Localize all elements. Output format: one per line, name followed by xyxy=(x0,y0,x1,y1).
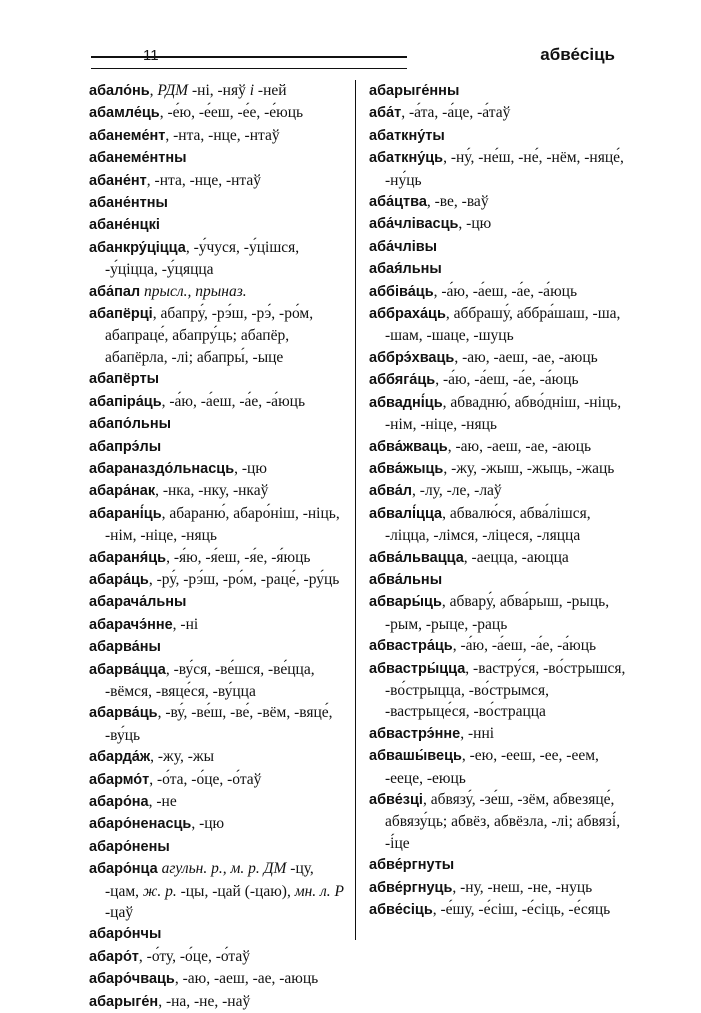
headword: абапёрты xyxy=(89,371,160,388)
dictionary-entry xyxy=(369,281,631,303)
dictionary-entry xyxy=(89,147,351,169)
headword: абаро́нены xyxy=(89,838,170,855)
inflections: , -нка, -нку, -нкаў xyxy=(155,482,269,500)
headword: абвалі́цца xyxy=(369,505,443,522)
headword: абало́нь xyxy=(89,83,150,99)
inflections: , -ею, -ееш, -ее, -еем, -ееце, -еюць xyxy=(385,747,599,787)
inflections: , -лу, -ле, -лаў xyxy=(412,482,502,500)
inflections: , -аю, -аеш, -ае, -аюць xyxy=(454,348,598,366)
dictionary-entry xyxy=(89,413,351,435)
inflections: , -аю, -аеш, -ае, -аюць xyxy=(174,970,319,988)
header-rule-thin xyxy=(91,68,407,69)
inflections: , -е́шу, -е́сіш, -е́сіць, -е́сяць xyxy=(432,901,611,919)
headword: абарыге́н xyxy=(89,993,159,1010)
headword: абанеме́нт xyxy=(89,127,166,144)
dictionary-entry xyxy=(89,923,351,945)
headword: абая́льны xyxy=(369,261,442,278)
dictionary-entry xyxy=(89,791,351,813)
dictionary-entry xyxy=(369,147,631,191)
headword: абаткну́ць xyxy=(369,150,444,167)
dictionary-entry xyxy=(89,991,351,1013)
inflections: , -у́чуся, -у́цішся, -у́ціцца, -у́цяцца xyxy=(105,238,300,279)
dictionary-entry xyxy=(369,877,631,899)
inflections: , -а́ю, -а́еш, -а́е, -а́юць xyxy=(433,282,578,300)
dictionary-entry xyxy=(89,659,351,703)
headword: абапрэ́лы xyxy=(89,438,162,455)
inflections: , -а́ю, -а́еш, -а́е, -а́юць xyxy=(161,392,306,410)
headword: абвадні́ць xyxy=(369,394,443,411)
headword: абаро́на xyxy=(89,794,149,810)
inflections: , -аецца, -аюцца xyxy=(463,548,569,566)
headword: абарда́ж xyxy=(89,749,151,766)
inflections: , -е́ю, -е́еш, -е́е, -е́юць xyxy=(159,104,304,122)
headword: аббіва́ць xyxy=(369,283,434,300)
dictionary-entry xyxy=(89,170,351,192)
dictionary-entry xyxy=(89,636,351,658)
headword: абве́ргнуты xyxy=(369,857,455,874)
dictionary-entry xyxy=(369,591,631,635)
dictionary-entry xyxy=(89,303,351,368)
dictionary-entry xyxy=(89,125,351,147)
headword: абвастра́ць xyxy=(369,638,453,655)
grammar-note: мн. л. Р xyxy=(294,882,345,900)
dictionary-entry xyxy=(369,303,631,347)
headword: абарва́цца xyxy=(89,661,166,678)
headword: абарва́ны xyxy=(89,639,161,656)
headword: абва́льны xyxy=(369,571,443,588)
dictionary-entry xyxy=(89,746,351,768)
headword: абамле́ць xyxy=(89,105,160,122)
dictionary-entry xyxy=(89,591,351,613)
headword: абапіра́ць xyxy=(89,393,162,410)
dictionary-entry xyxy=(369,569,631,591)
dictionary-entry xyxy=(89,436,351,458)
grammar-note: агульн. р., м. р. ДМ xyxy=(157,860,287,878)
column-divider xyxy=(355,80,356,940)
headword: абве́зці xyxy=(369,792,423,808)
inflections: , -о́та, -о́це, -о́таў xyxy=(149,770,262,788)
inflections: , абапру́, -рэ́ш, -рэ́, -ро́м, абапраце́, абапру́ць; абапёр, абапёрла, -лі; абапры́, -ыце xyxy=(105,305,314,366)
dictionary-entry xyxy=(369,658,631,723)
headword: абапо́льны xyxy=(89,416,171,433)
dictionary-entry xyxy=(369,347,631,369)
inflections: , -цю xyxy=(458,215,492,233)
headword: абарачэ́нне xyxy=(89,616,173,633)
dictionary-entry xyxy=(369,547,631,569)
inflections: , -ру́, -рэ́ш, -ро́м, -раце́, -ру́ць xyxy=(148,570,340,588)
dictionary-entry xyxy=(89,237,351,281)
dictionary-entry xyxy=(89,214,351,236)
inflections: , абвару́, абва́рыш, -рыць, -рым, -рыце, -раць xyxy=(385,593,610,633)
inflections: -цу, -цам, xyxy=(105,860,314,900)
inflections: , -вастру́ся, -во́стрышся, -во́стрыцца, -во́стрымся, -вастрыце́ся, -во́страцца xyxy=(385,659,626,721)
dictionary-entry xyxy=(89,281,351,303)
inflections: , -а́ю, -а́еш, -а́е, -а́юць xyxy=(435,371,579,389)
headword: аббраха́ць xyxy=(369,306,446,323)
inflections: , -ні xyxy=(172,615,199,633)
headword: аба́цтва xyxy=(369,194,427,211)
dictionary-entry xyxy=(89,813,351,835)
headword: абва́жваць xyxy=(369,438,448,455)
dictionary-entry xyxy=(369,854,631,876)
grammar-note: прысл., прыназ. xyxy=(140,282,247,300)
headword: аббрэ́хваць xyxy=(369,349,455,366)
inflections: -цаў xyxy=(105,904,134,922)
right-column xyxy=(369,80,631,921)
headword: абане́нцкі xyxy=(89,217,160,234)
inflections: , -на, -не, -наў xyxy=(158,992,251,1010)
headword: абва́львацца xyxy=(369,549,464,566)
dictionary-entry xyxy=(369,789,631,854)
dictionary-entry xyxy=(89,569,351,591)
inflections: , -ву́, -ве́ш, -ве́, -вём, -вяце́, -ву́ць xyxy=(105,704,333,744)
dictionary-entry xyxy=(369,258,631,280)
headword: абапёрці xyxy=(89,306,153,323)
headword: абаткну́ты xyxy=(369,127,445,144)
dictionary-entry xyxy=(369,723,631,745)
headword: абанкру́ціцца xyxy=(89,239,186,256)
headword: абаро́нца xyxy=(89,861,158,878)
dictionary-entry xyxy=(369,480,631,502)
dictionary-entry xyxy=(369,102,631,124)
dictionary-entry xyxy=(89,102,351,124)
headword: абармо́т xyxy=(89,771,150,788)
headword: абаро́т xyxy=(89,948,139,965)
inflections: , -а́та, -а́це, -а́таў xyxy=(401,104,511,122)
inflections: , -ве, -ваў xyxy=(426,193,489,211)
inflections: , -нта, -нце, -нтаў xyxy=(165,126,280,144)
inflections: , -не xyxy=(148,793,177,810)
dictionary-entry xyxy=(89,614,351,636)
headword: абарыге́нны xyxy=(369,83,460,99)
headword: абвары́ць xyxy=(369,594,442,611)
headword: абаро́нчы xyxy=(89,926,162,943)
dictionary-entry xyxy=(89,192,351,214)
inflections: , -ну́, -не́ш, -не́, -нём, -няце́, -ну́ць xyxy=(385,149,624,189)
dictionary-entry xyxy=(369,369,631,391)
dictionary-entry xyxy=(89,702,351,746)
headword: абарача́льны xyxy=(89,594,187,611)
headword: абараназдо́льнасць xyxy=(89,460,235,477)
dictionary-entry xyxy=(89,547,351,569)
inflections: , -цю xyxy=(191,815,225,833)
inflections: , -нта, -нце, -нтаў xyxy=(146,171,262,189)
grammar-note: ж. р. xyxy=(142,882,177,900)
grammar-note: і xyxy=(249,82,255,99)
inflections: , абараню́, абаро́ніш, -ніць, -нім, -ніце, -няць xyxy=(105,504,340,545)
inflections: -ні, -няў xyxy=(188,82,250,99)
dictionary-entry xyxy=(369,191,631,213)
inflections: , -жу, -жыш, -жыць, -жаць xyxy=(443,459,615,477)
headword: абанеме́нтны xyxy=(89,150,187,167)
dictionary-entry xyxy=(89,968,351,990)
inflections: , абвалю́ся, абва́лішся, -ліцца, -лімся, -ліцеся, -ляцца xyxy=(385,504,591,545)
dictionary-entry xyxy=(369,213,631,235)
inflections: , -нні xyxy=(460,724,495,742)
dictionary-entry xyxy=(369,458,631,480)
inflections: , аббрашу́, аббра́шаш, -ша, -шам, -шаце, -шуць xyxy=(385,305,621,345)
inflections: , абвязу́, -зе́ш, -зём, абвезяце́, абвязу́ць; абвёз, абвёзла, -лі; абвязі́, -і́це xyxy=(385,791,621,852)
headword: аба́т xyxy=(369,105,402,122)
dictionary-entry xyxy=(369,392,631,436)
grammar-note: , РДМ xyxy=(149,82,189,99)
inflections: , -я́ю, -я́еш, -я́е, -я́юць xyxy=(166,548,311,566)
headword: абане́нтны xyxy=(89,195,168,212)
dictionary-entry xyxy=(89,80,351,102)
headword: абва́жыць xyxy=(369,460,444,477)
dictionary-entry xyxy=(369,125,631,147)
inflections: , -о́ту, -о́це, -о́таў xyxy=(138,947,251,965)
dictionary-entry xyxy=(369,503,631,547)
headword: абаро́чваць xyxy=(89,971,175,988)
dictionary-entry xyxy=(89,480,351,502)
dictionary-entry xyxy=(89,368,351,390)
inflections: , абвадню́, абво́дніш, -ніць, -нім, -ніце, -няць xyxy=(385,393,622,434)
inflections: , -аю, -аеш, -ае, -аюць xyxy=(447,437,592,455)
headword: абвастры́цца xyxy=(369,660,466,677)
dictionary-entry xyxy=(369,436,631,458)
dictionary-entry xyxy=(89,836,351,858)
dictionary-entry xyxy=(89,391,351,413)
headword: абаро́ненасць xyxy=(89,816,192,833)
dictionary-entry xyxy=(369,745,631,789)
headword: абва́л xyxy=(369,483,413,500)
headword: абве́ргнуць xyxy=(369,879,453,896)
headword: аба́члівы xyxy=(369,238,438,255)
left-column xyxy=(89,80,351,1013)
page-number: 11 xyxy=(143,47,159,64)
dictionary-entry xyxy=(89,946,351,968)
header-rule xyxy=(91,56,407,58)
headword: абарані́ць xyxy=(89,505,162,522)
headword: абараня́ць xyxy=(89,549,167,566)
headword: абара́ць xyxy=(89,571,149,588)
inflections: , -жу, -жы xyxy=(150,748,214,766)
inflections: , -цю xyxy=(234,459,267,477)
inflections: , -а́ю, -а́еш, -а́е, -а́юць xyxy=(452,637,597,655)
dictionary-entry xyxy=(89,503,351,547)
inflections: , -ну, -неш, -не, -нуць xyxy=(452,878,593,896)
dictionary-entry xyxy=(89,858,351,923)
headword: абане́нт xyxy=(89,172,147,189)
dictionary-entry xyxy=(369,80,631,102)
dictionary-entry xyxy=(89,458,351,480)
dictionary-entry xyxy=(89,769,351,791)
headword: абвашы́вець xyxy=(369,748,462,765)
headword: абара́нак xyxy=(89,483,156,500)
dictionary-entry xyxy=(369,236,631,258)
inflections: -цы, -цай (-цаю), xyxy=(176,882,295,900)
running-head: абве́сіць xyxy=(540,45,615,64)
headword: абарва́ць xyxy=(89,705,158,722)
headword: аббяга́ць xyxy=(369,372,436,389)
dictionary-entry xyxy=(369,635,631,657)
inflections: -ней xyxy=(254,82,287,99)
headword: абвастрэ́нне xyxy=(369,725,461,742)
headword: аба́пал xyxy=(89,283,141,300)
dictionary-entry xyxy=(369,899,631,921)
headword: абве́сіць xyxy=(369,902,433,919)
inflections: , -ву́ся, -ве́шся, -ве́цца, -вёмся, -вяце́ся, -ву́цца xyxy=(105,660,315,700)
headword: аба́члівасць xyxy=(369,216,459,233)
